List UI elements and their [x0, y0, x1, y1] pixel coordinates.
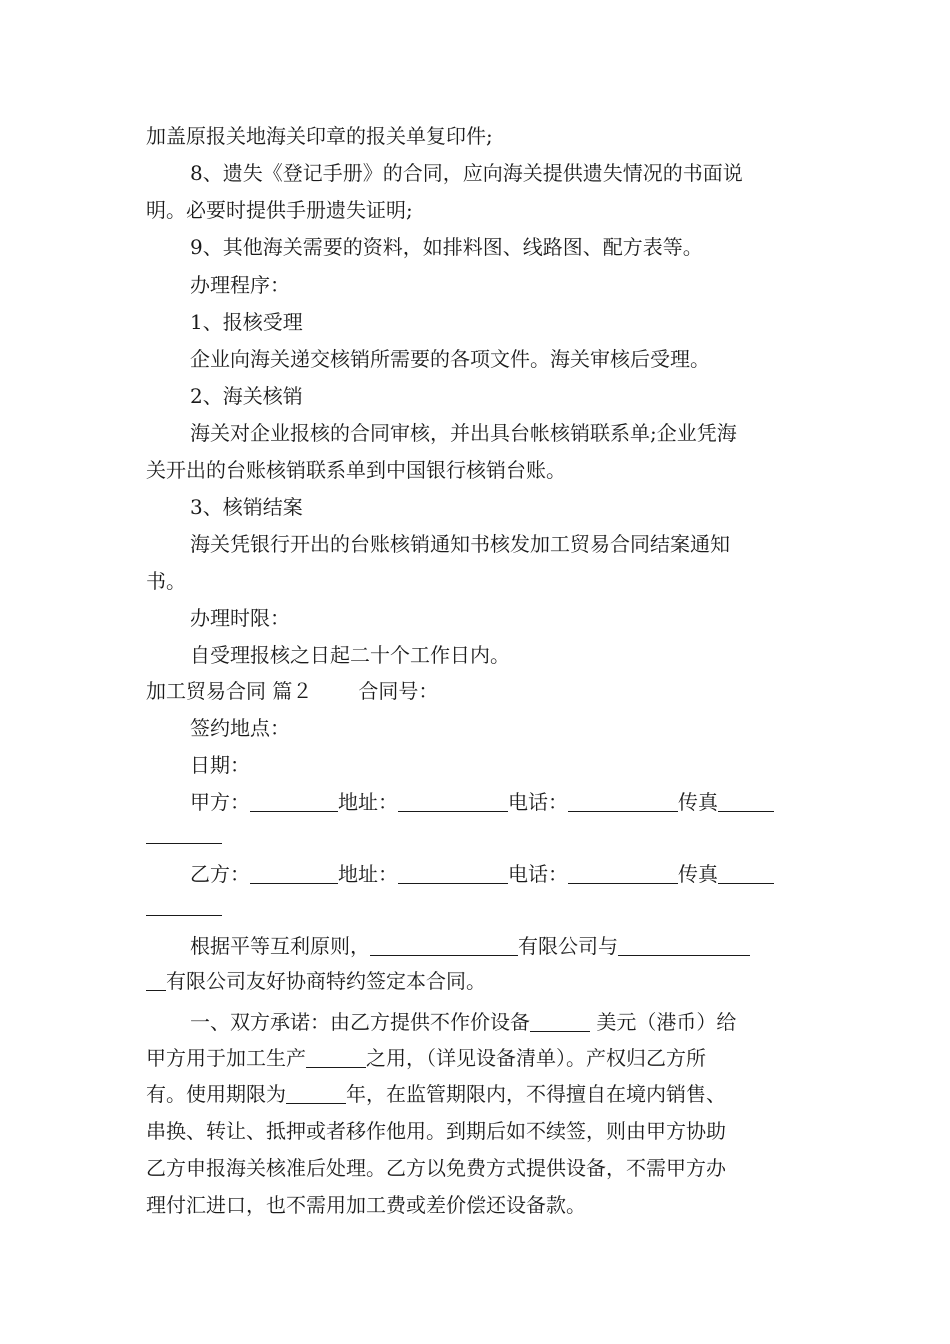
party-b-label: 乙方： [190, 862, 250, 886]
sign-place-line: 签约地点： [190, 716, 290, 740]
text-line: 明。必要时提供手册遗失证明; [146, 198, 413, 222]
party-a-phone-blank [568, 791, 678, 812]
clause-line: 理付汇进口，也不需用加工费或差价偿还设备款。 [146, 1193, 586, 1217]
party-a-line [190, 790, 806, 814]
phone-label: 电话： [508, 790, 568, 814]
text-line: 9、其他海关需要的资料，如排料图、线路图、配方表等。 [190, 235, 703, 259]
section-title: 加工贸易合同 篇２ [146, 679, 313, 703]
blank-continuation [146, 822, 806, 846]
clause-line: 串换、转让、抵押或者移作他用。到期后如不续签，则由甲方协助 [146, 1119, 726, 1143]
principle-text: 有限公司与 [518, 934, 618, 958]
company-b-blank-cont [146, 970, 166, 991]
text-line: 3、核销结案 [190, 495, 303, 519]
party-a-name-blank [250, 791, 338, 812]
company-b-blank [618, 935, 750, 956]
clause-text: 年，在监管期限内，不得擅自在境内销售、 [346, 1082, 726, 1106]
text-line: 自受理报核之日起二十个工作日内。 [190, 643, 510, 667]
principle-text: 有限公司友好协商特约签定本合同。 [166, 969, 486, 993]
principle-line-2 [146, 969, 806, 993]
address-label: 地址： [338, 790, 398, 814]
clause-line [146, 1046, 806, 1070]
text-line: 海关对企业报核的合同审核，并出具台帐核销联系单;企业凭海 [190, 421, 737, 445]
clause-text: 有。使用期限为 [146, 1082, 286, 1106]
text-line: 办理程序： [190, 273, 290, 297]
clause-line [190, 1010, 806, 1034]
text-line: 关开出的台账核销联系单到中国银行核销台账。 [146, 458, 566, 482]
principle-line [190, 934, 806, 958]
text-line: 企业向海关递交核销所需要的各项文件。海关审核后受理。 [190, 347, 710, 371]
text-line: 办理时限： [190, 606, 290, 630]
company-a-blank [370, 935, 518, 956]
text-line: 8、遗失《登记手册》的合同，应向海关提供遗失情况的书面说 [190, 161, 743, 185]
section-heading [146, 679, 806, 703]
address-label: 地址： [338, 862, 398, 886]
party-b-line [190, 862, 806, 886]
text-line: 2、海关核销 [190, 384, 303, 408]
clause-line: 乙方申报海关核准后处理。乙方以免费方式提供设备，不需甲方办 [146, 1156, 726, 1180]
party-a-label: 甲方： [190, 790, 250, 814]
text-line: 海关凭银行开出的台账核销通知书核发加工贸易合同结案通知 [190, 532, 730, 556]
text-line: 书。 [146, 569, 186, 593]
fax-label: 传真 [678, 862, 718, 886]
clause-text: 之用，（详见设备清单）。产权归乙方所 [366, 1046, 706, 1070]
production-purpose-blank [306, 1047, 366, 1068]
party-a-fax-blank-cont [146, 823, 222, 844]
fax-label: 传真 [678, 790, 718, 814]
party-b-address-blank [398, 863, 508, 884]
party-b-name-blank [250, 863, 338, 884]
equipment-value-blank [530, 1011, 590, 1032]
blank-continuation [146, 894, 806, 918]
contract-number-label: 合同号： [358, 679, 439, 703]
clause-text: 甲方用于加工生产 [146, 1046, 306, 1070]
clause-text: 一、双方承诺：由乙方提供不作价设备 [190, 1010, 530, 1034]
text-line: 1、报核受理 [190, 310, 303, 334]
text-line: 加盖原报关地海关印章的报关单复印件; [146, 124, 493, 148]
party-a-fax-blank [718, 791, 774, 812]
phone-label: 电话： [508, 862, 568, 886]
usage-period-blank [286, 1083, 346, 1104]
clause-text: 美元（港币）给 [596, 1010, 737, 1034]
party-b-fax-blank [718, 863, 774, 884]
date-line: 日期： [190, 753, 250, 777]
party-b-phone-blank [568, 863, 678, 884]
party-a-address-blank [398, 791, 508, 812]
principle-text: 根据平等互利原则， [190, 934, 370, 958]
party-b-fax-blank-cont [146, 895, 222, 916]
clause-line [146, 1082, 806, 1106]
